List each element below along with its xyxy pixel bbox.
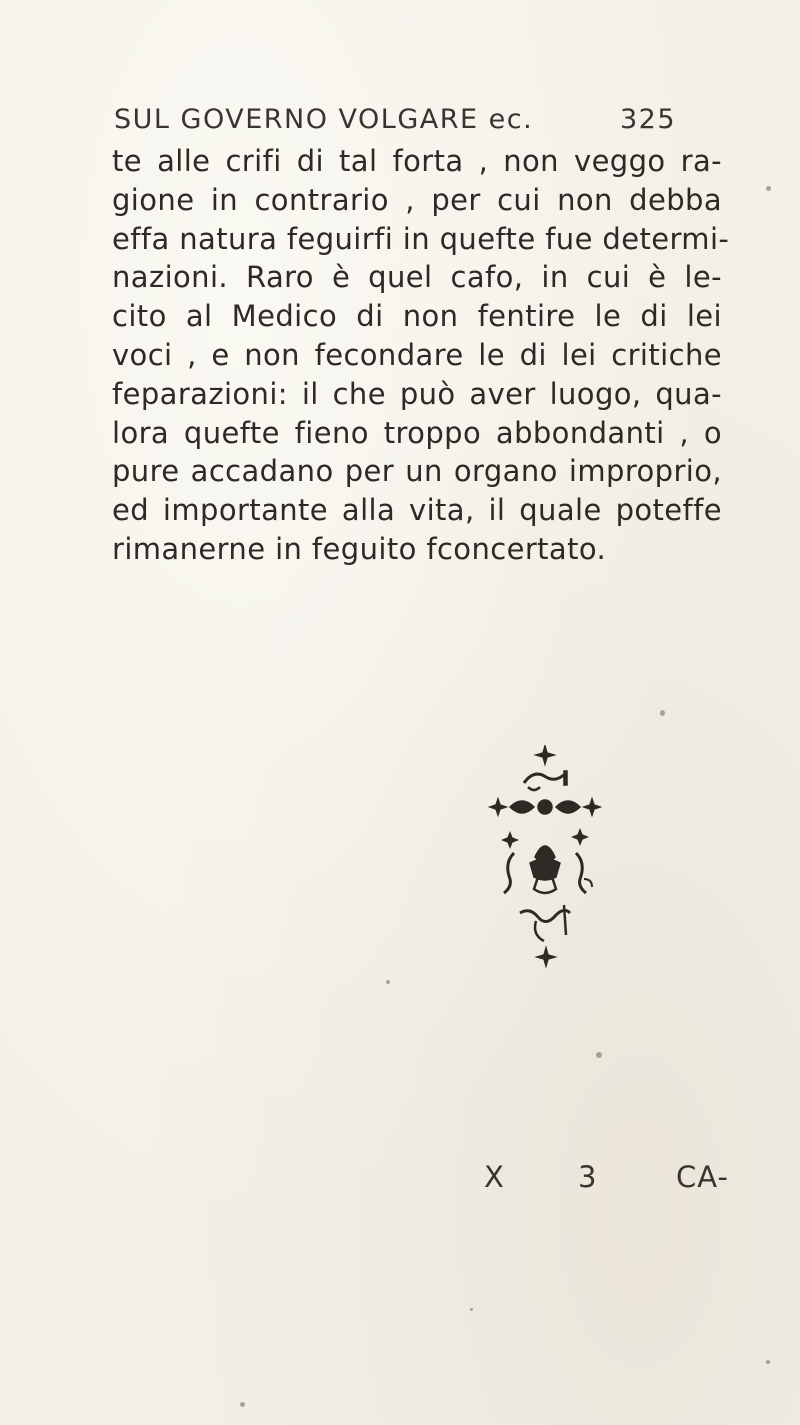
catchword: CA- (676, 1160, 729, 1194)
text-line: te alle crifi di tal forta , non veggo ra- (112, 144, 722, 178)
paper-speck (596, 1052, 602, 1058)
text-line: effa natura feguirfi in quefte fue determi- (112, 221, 730, 256)
paper-speck (660, 710, 665, 716)
text-line: feparazioni: il che può aver luogo, qua- (112, 376, 722, 411)
running-head (114, 104, 714, 135)
running-head-title: SUL GOVERNO VOLGARE ec. (114, 104, 534, 135)
text-line: ed importante alla vita, il quale poteffe (112, 493, 722, 528)
text-line-last: rimanerne in feguito fconcertato. (112, 531, 607, 566)
paper-speck (766, 1360, 770, 1364)
text-line: pure accadano per un organo improprio, (112, 454, 722, 489)
text-line: cito al Medico di non fentire le di lei (112, 299, 722, 334)
text-line: nazioni. Raro è quel cafo, in cui è le- (112, 260, 722, 295)
text-line: gione in contrario , per cui non debba (112, 182, 722, 217)
text-line: lora quefte fieno troppo abbondanti , o (112, 415, 722, 450)
text-line: voci , e non fecondare le di lei critiche (112, 337, 722, 372)
paper-speck (240, 1402, 245, 1407)
signature-letter: X (484, 1160, 505, 1194)
paper-speck (386, 980, 390, 984)
signature-number: 3 (578, 1160, 598, 1194)
body-text (112, 142, 730, 569)
page-number: 325 (620, 104, 677, 135)
paper-speck (766, 186, 771, 191)
paper-speck (470, 1308, 473, 1311)
floral-printers-ornament-icon (480, 745, 610, 980)
